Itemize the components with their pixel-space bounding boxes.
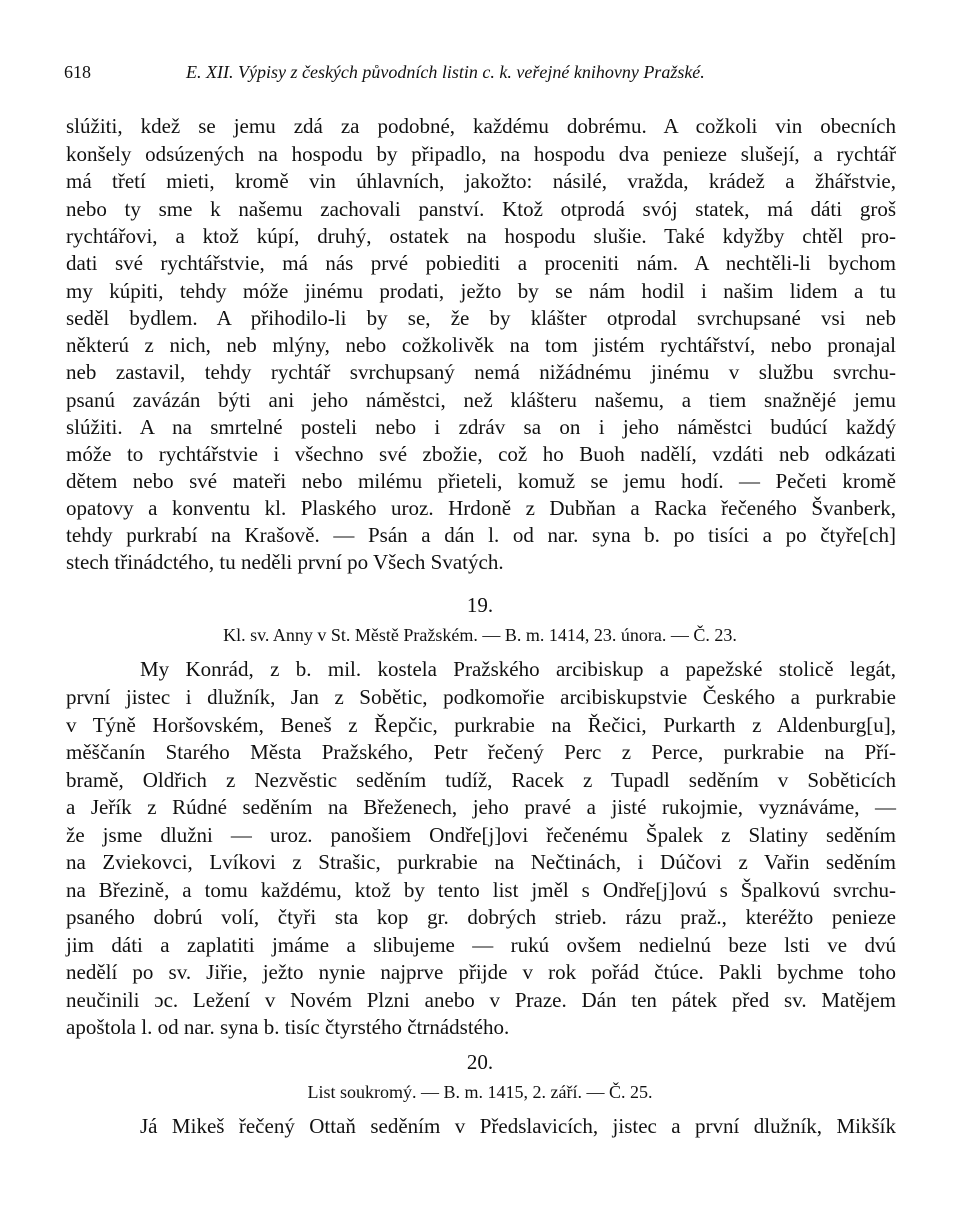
text-line: na Zviekovci, Lvíkovi z Strašic, purkrabie na Nečtinách, i Dúčovi z Vařin seděním xyxy=(66,850,896,874)
text-line: psanú zavázán býti ani jeho náměstci, než klášteru našemu, a tiem snažnějé jemu xyxy=(66,388,896,412)
document-source-line: Kl. sv. Anny v St. Městě Pražském. — B. m. 1414, 23. února. — Č. 23. xyxy=(223,625,737,645)
running-title: E. XII. Výpisy z českých původních listin c. k. veřejné knihovny Pražské. xyxy=(186,62,705,82)
text-line: opatovy a konventu kl. Plaského uroz. Hrdoně z Dubňan a Racka řečeného Švanberk, xyxy=(66,496,896,520)
text-line: dati své rychtářstvie, má nás prvé pobiediti a proceniti nám. A nechtěli-li bychom xyxy=(66,251,896,275)
text-line: na Březině, a tomu každému, ktož by tento list jměl s Ondře[j]ovú s Špalkovú svrchu- xyxy=(66,878,896,902)
text-line: nebo ty sme k našemu zachovali panství. Ktož otprodá svój statek, má dáti groš xyxy=(66,197,896,221)
page-header xyxy=(64,62,896,92)
document-number: 20. xyxy=(466,1050,494,1074)
text-line: Já Mikeš řečený Ottaň seděním v Předslavicích, jistec a první dlužník, Mikšík xyxy=(140,1114,896,1138)
text-line: slúžiti, kdež se jemu zdá za podobné, každému dobrému. A cožkoli vin obecních xyxy=(66,114,896,138)
page-number: 618 xyxy=(64,62,91,82)
text-line: My Konrád, z b. mil. kostela Pražského arcibiskup a papežské stolicě legát, xyxy=(140,657,896,681)
text-line: měščanín Starého Města Pražského, Petr řečený Perc z Perce, purkrabie na Pří- xyxy=(66,740,896,764)
document-source-line: List soukromý. — B. m. 1415, 2. září. — Č. 25. xyxy=(307,1082,653,1102)
text-line: neb zastavil, tehdy rychtář svrchupsaný nemá nižádnému jinému v službu svrchu- xyxy=(66,360,896,384)
text-line: konšely odsúzených na hospodu by připadlo, na hospodu dva penieze slušejí, a rychtář xyxy=(66,142,896,166)
text-line: bramě, Oldřich z Nezvěstic seděním tudíž, Racek z Tupadl seděním v Soběticích xyxy=(66,768,896,792)
text-line: dětem nebo své mateři nebo milému přieteli, komuž se jemu hodí. — Pečeti kromě xyxy=(66,469,896,493)
document-number: 19. xyxy=(466,593,494,617)
text-line: a Jeřík z Rúdné seděním na Břeženech, jeho pravé a jisté rukojmie, vyznáváme, — xyxy=(66,795,896,819)
text-line: psaného dobrú volí, čtyři sta kop gr. dobrých strieb. rázu praž., kteréžto penieze xyxy=(66,905,896,929)
text-line: neučinili ɔc. Ležení v Novém Plzni anebo v Praze. Dán ten pátek před sv. Matějem xyxy=(66,988,896,1012)
text-line: tehdy purkrabí na Krašově. — Psán a dán l. od nar. syna b. po tisíci a po čtyře[ch] xyxy=(66,523,896,547)
text-line: má třetí mieti, kromě vin úhlavních, jakožto: násilé, vražda, krádež a žhářstvie, xyxy=(66,169,896,193)
text-line: stech třinádctého, tu neděli první po Všech Svatých. xyxy=(66,550,504,574)
text-line: v Týně Horšovském, Beneš z Řepčic, purkrabie na Řečici, Purkarth z Aldenburg[u], xyxy=(66,713,896,737)
text-line: my kúpiti, tehdy móže jinému prodati, ježto by se nám hodil i našim lidem a tu xyxy=(66,279,896,303)
text-line: móže to rychtářstvie i všechno své zbožie, což ho Buoh nadělí, vzdáti neb odkázati xyxy=(66,442,896,466)
text-line: některú z nich, neb mlýny, nebo cožkolivěk na tom jistém rychtářství, nebo pronajal xyxy=(66,333,896,357)
text-line: slúžiti. A na smrtelné posteli nebo i zdráv sa on i jeho náměstci budúcí každý xyxy=(66,415,896,439)
text-line: první jistec i dlužník, Jan z Sobětic, podkomořie arcibiskupstvie Českého a purkrabie xyxy=(66,685,896,709)
text-line: rychtářovi, a ktož kúpí, druhý, ostatek na hospodu slušie. Také kdyžby chtěl pro- xyxy=(66,224,896,248)
text-line: nedělí po sv. Jiřie, ježto nynie najprve přijde v rok pořád čtúce. Pakli bychme toho xyxy=(66,960,896,984)
text-line: seděl bydlem. A přihodilo-li by se, že by klášter otprodal svrchupsané vsi neb xyxy=(66,306,896,330)
text-line: jim dáti a zaplatiti jmáme a slibujeme — rukú ovšem nedielnú beze lsti ve dvú xyxy=(66,933,896,957)
text-line: apoštola l. od nar. syna b. tisíc čtyrstého čtrnádstého. xyxy=(66,1015,510,1039)
text-line: že jsme dlužni — uroz. panošiem Ondře[j]ovi řečenému Špalek z Slatiny seděním xyxy=(66,823,896,847)
